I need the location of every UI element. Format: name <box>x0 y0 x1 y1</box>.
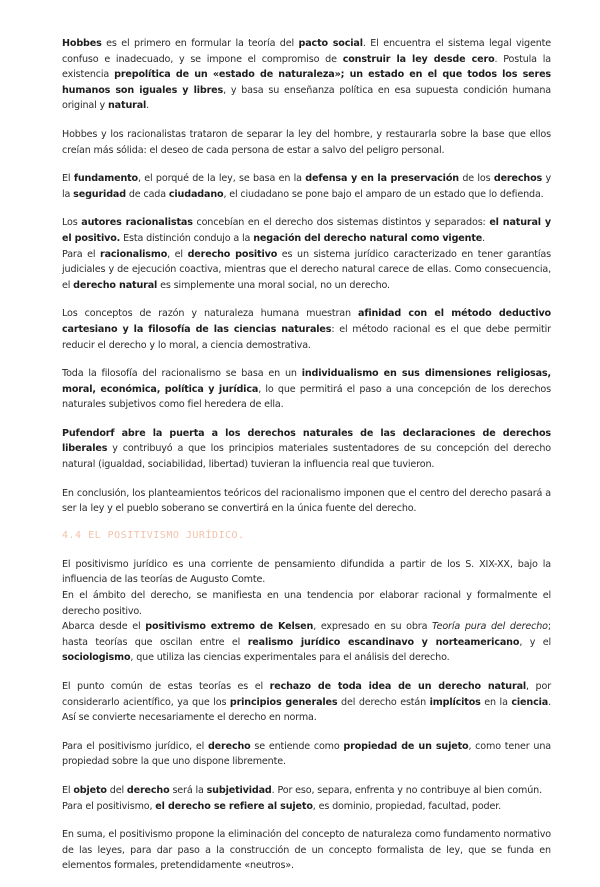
bold-text: defensa y en la preservación <box>305 173 459 185</box>
text-run: . Así se convierte necesariamente el derecho en norma. <box>62 696 551 724</box>
text-run: Para el <box>62 248 100 260</box>
paragraph <box>62 426 551 473</box>
text-run: y contribuyó a que los principios materiales sustentadores de su concepción del derecho natural (igualdad, sociabilidad, libertad) tuvieran la influencia real que tuvieron. <box>62 443 551 471</box>
text-run: . Por eso, separa, enfrenta y no contribuye al bien común. <box>271 784 542 796</box>
paragraph <box>62 366 551 413</box>
paragraph <box>62 215 551 293</box>
text-run: es un sistema jurídico caracterizado en tener garantías judiciales y de ejecución coactiva, mientras que el derecho natural carece de ellas. Como consecuencia, el <box>62 248 552 291</box>
text-run: . El encuentra el sistema legal vigente confuso e inadecuado, y se impone el compromiso de <box>62 38 551 65</box>
text-run: El punto común de estas teorías es el <box>62 681 270 692</box>
text-run: del <box>106 784 127 796</box>
text-run: : el método racional es el que debe permitir reducir el derecho y lo moral, a ciencia demostrativa. <box>62 323 551 351</box>
text-run: , el <box>167 248 188 260</box>
racionalismo-section <box>62 36 551 517</box>
text-run: Los <box>62 217 82 229</box>
document-page <box>62 36 551 887</box>
bold-text: construir la ley desde cero <box>342 53 495 65</box>
text-run: es simplemente una moral social, no un derecho. <box>157 279 390 291</box>
text-run: En suma, el positivismo propone la eliminación del concepto de naturaleza como fundamento normativo de las leyes, para dar paso a la construcción de un concepto formalista de ley, que se funda en elementos formales, pretendidamente «neutros». <box>62 829 551 872</box>
bold-text: derechos <box>493 173 543 185</box>
text-run: El positivismo jurídico es una corriente de pensamiento difundida a partir de los S. XIX-XX, bajo la influencia de las teorías de Augusto Comte. <box>62 558 551 586</box>
bold-text: ciencia <box>511 696 549 708</box>
text-run: En el ámbito del derecho, se manifiesta en una tendencia por elaborar racional y formalmente el derecho positivo. <box>62 590 551 617</box>
text-run: . Postula la existencia <box>62 53 551 81</box>
text-run: En conclusión, los planteamientos teóricos del racionalismo imponen que el centro del derecho pasará a ser la ley y el pueblo soberano se convertirá en la única fuente del derecho. <box>62 487 551 515</box>
bold-text: implícitos <box>429 696 481 708</box>
bold-text: rechazo de toda idea de un derecho natural <box>269 681 527 692</box>
bold-text: derecho <box>126 784 170 796</box>
bold-text: derecho <box>207 740 251 752</box>
bold-text: el natural y el positivo. <box>62 217 551 244</box>
text-run: será la <box>169 784 207 796</box>
text-run: , el ciudadano se pone bajo el amparo de un estado que lo defienda. <box>223 188 544 200</box>
text-run: del derecho están <box>337 696 430 708</box>
paragraph <box>62 739 551 770</box>
bold-text: el derecho se refiere al sujeto <box>155 800 313 812</box>
bold-text: positivismo extremo de Kelsen <box>145 621 314 633</box>
text-run: en la <box>480 696 512 708</box>
bold-text: propiedad de un sujeto <box>343 740 469 752</box>
paragraph <box>62 679 551 726</box>
bold-text: seguridad <box>73 188 126 200</box>
text-run: El <box>62 784 74 796</box>
bold-text: natural <box>108 100 147 112</box>
text-run: El <box>62 173 74 185</box>
positivismo-section <box>62 557 551 874</box>
bold-text: sociologismo <box>62 652 131 664</box>
paragraph <box>62 36 551 114</box>
text-run: concebían en el derecho dos sistemas distintos y separados: <box>192 217 490 229</box>
text-run: ; hasta teorías que oscilan entre el <box>62 621 552 648</box>
paragraph <box>62 171 551 202</box>
text-run: , lo que permitirá el paso a una concepción de los derechos naturales subjetivos como fiel heredera de ella. <box>62 383 551 411</box>
bold-text: ciudadano <box>168 188 224 200</box>
bold-text: fundamento <box>73 173 138 185</box>
bold-text: racionalismo <box>99 248 168 260</box>
bold-text: autores racionalistas <box>81 217 193 229</box>
text-run: se entiende como <box>250 740 344 752</box>
paragraph <box>62 557 551 666</box>
bold-text: derecho positivo <box>187 248 278 260</box>
text-run: Para el positivismo jurídico, el <box>62 740 208 752</box>
paragraph <box>62 783 551 814</box>
bold-text: subjetividad <box>206 784 272 796</box>
text-run: de los <box>458 173 494 185</box>
bold-text: negación del derecho natural como vigente <box>253 232 483 244</box>
text-run: , el porqué de la ley, se basa en la <box>138 173 306 185</box>
italic-text: Teoría pura del derecho <box>432 621 548 633</box>
text-run: , por considerarlo acientífico, ya que los <box>62 681 552 708</box>
text-run: Para el positivismo, <box>62 800 156 812</box>
text-run: y la <box>62 173 551 200</box>
text-run: Abarca desde el <box>62 621 146 633</box>
paragraph <box>62 306 551 353</box>
text-run: Esta distinción condujo a la <box>120 232 254 244</box>
bold-text: Pufendorf abre la puerta a los derechos naturales de las declaraciones de derechos liberales <box>62 427 551 455</box>
bold-text: principios generales <box>229 696 338 708</box>
bold-text: Hobbes <box>62 38 102 49</box>
bold-text: pacto social <box>298 38 363 49</box>
bold-text: realismo jurídico escandinavo y norteamericano <box>247 636 520 648</box>
text-run: , expresado en su obra <box>313 621 433 633</box>
text-run: de cada <box>125 188 169 200</box>
section-heading: 4.4 EL POSITIVISMO JURÍDICO. <box>62 529 245 541</box>
text-run: , que utiliza las ciencias experimentales para el análisis del derecho. <box>130 652 450 664</box>
text-run: , como tener una propiedad sobre la que uno dispone libremente. <box>62 740 551 768</box>
text-run: , y el <box>519 636 551 648</box>
text-run: , es dominio, propiedad, facultad, poder. <box>312 800 502 812</box>
paragraph <box>62 827 551 874</box>
bold-text: afinidad con el método deductivo cartesiano y la filosofía de las ciencias naturales <box>62 308 551 335</box>
paragraph <box>62 486 551 517</box>
text-run: , y basa su enseñanza política en esa supuesta condición humana original y <box>62 84 551 112</box>
text-run: es el primero en formular la teoría del <box>101 38 299 49</box>
bold-text: individualismo en sus dimensiones religiosas, moral, económica, política y jurídica <box>62 368 551 395</box>
text-run: . <box>146 100 150 112</box>
text-run: Hobbes y los racionalistas trataron de separar la ley del hombre, y restaurarla sobre la base que ellos creían más sólida: el deseo de cada persona de estar a salvo del peligro personal. <box>62 128 551 156</box>
bold-text: objeto <box>73 784 107 796</box>
bold-text: prepolítica de un «estado de naturaleza»; un estado en el que todos los seres humanos son iguales y libres <box>62 69 551 96</box>
text-run: Los conceptos de razón y naturaleza humana muestran <box>62 308 358 320</box>
text-run: . <box>482 232 486 244</box>
text-run: Toda la filosofía del racionalismo se basa en un <box>62 368 302 380</box>
paragraph <box>62 127 551 158</box>
bold-text: derecho natural <box>73 279 158 291</box>
